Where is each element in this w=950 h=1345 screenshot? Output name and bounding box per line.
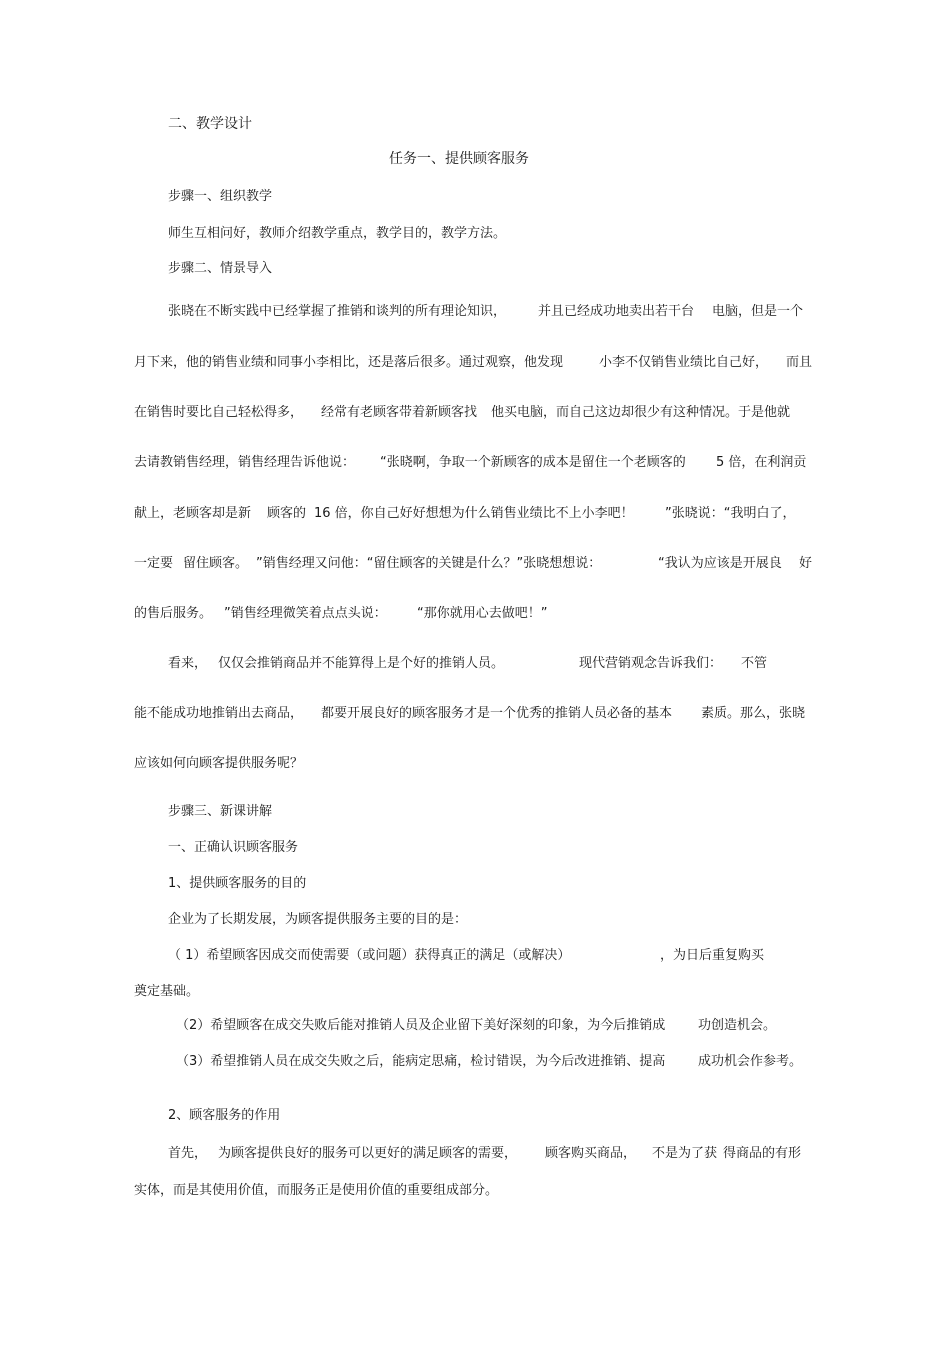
step1-text: 师生互相问好，教师介绍教学重点，教学目的，教学方法。 (168, 226, 507, 241)
effect-fragment: 为顾客提供良好的服务可以更好的满足顾客的需要， (218, 1146, 518, 1161)
task-title: 任务一、提供顾客服务 (389, 151, 529, 167)
conclusion-line: 应该如何向顾客提供服务呢？ (134, 756, 304, 771)
conclusion-fragment: 不管 (741, 656, 768, 671)
purpose-fragment: （2）希望顾客在成交失败后能对推销人员及企业留下美好深刻的印象，为今后推销成 (176, 1018, 666, 1033)
item2-title: 2、顾客服务的作用 (168, 1108, 281, 1123)
story-fragment: 在销售时要比自己轻松得多， (134, 405, 304, 420)
story-fragment: ”销售经理又问他：“留住顾客的关键是什么？”张晓想想说： (256, 556, 602, 571)
story-fragment: 顾客的 (267, 506, 307, 521)
story-fragment: 5 倍，在利润贡 (716, 455, 807, 470)
purpose-fragment: （ 1）希望顾客因成交而使需要（或问题）获得真正的满足（或解决） (168, 948, 571, 963)
story-fragment: 小李不仅销售业绩比自己好， (599, 355, 769, 370)
purpose-fragment: 成功机会作参考。 (698, 1054, 803, 1069)
story-fragment: 一定要 (134, 556, 174, 571)
story-fragment: 16 倍，你自己好好想想为什么销售业绩比不上小李吧！ (314, 506, 634, 521)
conclusion-fragment: 现代营销观念告诉我们： (579, 656, 723, 671)
story-fragment: ”销售经理微笑着点点头说： (224, 606, 387, 621)
conclusion-fragment: 看来， (168, 656, 208, 671)
story-fragment: 经常有老顾客带着新顾客找 (321, 405, 478, 420)
story-fragment: “那你就用心去做吧！” (417, 606, 548, 621)
purpose-fragment: ，为日后重复购买 (660, 948, 765, 963)
story-fragment: 而且 (786, 355, 813, 370)
step1-title: 步骤一、组织教学 (168, 189, 273, 204)
purpose-1-cont: 奠定基础。 (134, 984, 200, 999)
story-fragment: 留住顾客。 (183, 556, 249, 571)
story-fragment: 献上，老顾客却是新 (134, 506, 252, 521)
story-fragment: “张晓啊，争取一个新顾客的成本是留住一个老顾客的 (380, 455, 686, 470)
step2-title: 步骤二、情景导入 (168, 261, 273, 276)
sub1-title: 一、正确认识顾客服务 (168, 840, 299, 855)
effect-fragment: 首先， (168, 1146, 208, 1161)
story-fragment: ”张晓说：“我明白了， (665, 506, 796, 521)
conclusion-fragment: 能不能成功地推销出去商品， (134, 706, 304, 721)
story-fragment: 张晓在不断实践中已经掌握了推销和谈判的所有理论知识， (168, 304, 507, 319)
story-fragment: 电脑，但是一个 (712, 304, 804, 319)
item1-intro: 企业为了长期发展，为顾客提供服务主要的目的是： (168, 912, 468, 927)
story-fragment: 去请教销售经理，销售经理告诉他说： (134, 455, 356, 470)
effect-fragment: 得商品的有形 (723, 1146, 802, 1161)
item1-title: 1、提供顾客服务的目的 (168, 876, 307, 891)
effect-fragment: 顾客购买商品， (545, 1146, 637, 1161)
purpose-fragment: （3）希望推销人员在成交失败之后，能病定思痛，检讨错误，为今后改进推销、提高 (176, 1054, 666, 1069)
story-fragment: 的售后服务。 (134, 606, 213, 621)
conclusion-fragment: 仅仅会推销商品并不能算得上是个好的推销人员。 (218, 656, 505, 671)
story-fragment: 他买电脑，而自己这边却很少有这种情况。于是他就 (491, 405, 791, 420)
story-fragment: “我认为应该是开展良 (658, 556, 782, 571)
story-fragment: 月下来，他的销售业绩和同事小李相比，还是落后很多。通过观察，他发现 (134, 355, 564, 370)
section-title: 二、教学设计 (168, 116, 252, 132)
conclusion-fragment: 都要开展良好的顾客服务才是一个优秀的推销人员必备的基本 (321, 706, 673, 721)
purpose-fragment: 功创造机会。 (698, 1018, 777, 1033)
story-fragment: 并且已经成功地卖出若干台 (538, 304, 695, 319)
effect-fragment: 不是为了获 (652, 1146, 718, 1161)
effect-line: 实体，而是其使用价值，而服务正是使用价值的重要组成部分。 (134, 1183, 499, 1198)
story-fragment: 好 (799, 556, 813, 571)
conclusion-fragment: 素质。那么，张晓 (701, 706, 806, 721)
step3-title: 步骤三、新课讲解 (168, 804, 273, 819)
